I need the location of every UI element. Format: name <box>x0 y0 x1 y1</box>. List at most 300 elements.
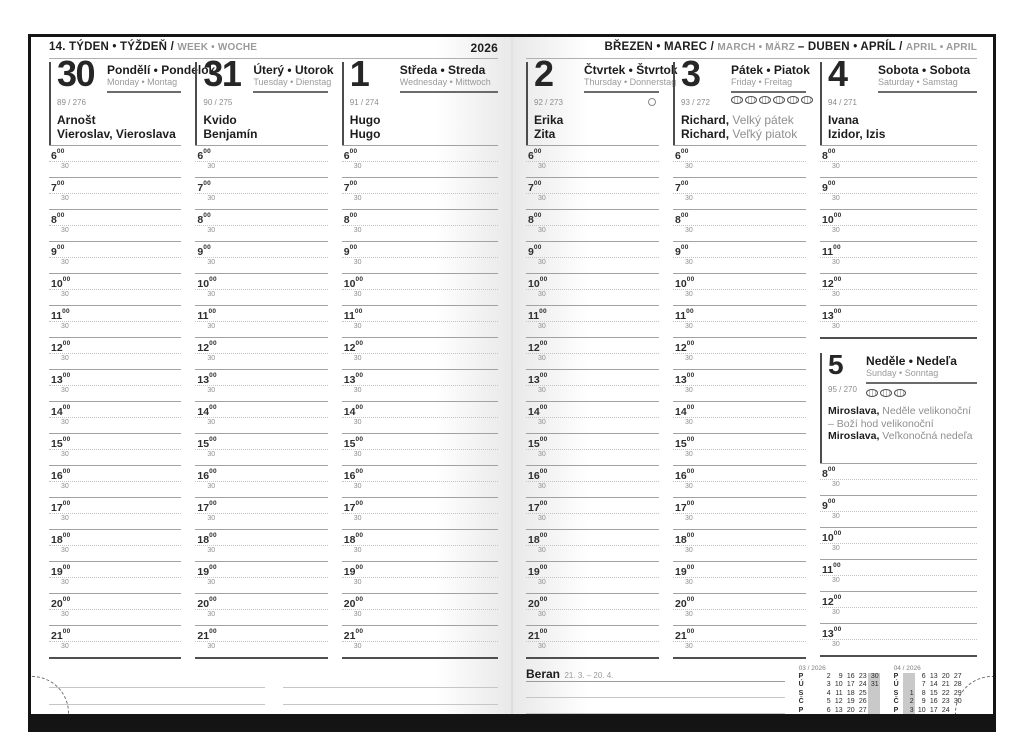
calendar-cell: 11 <box>835 689 843 697</box>
day-subtitle: Monday • Montag <box>107 77 178 87</box>
name-line <box>57 128 176 142</box>
moon-phase-icon <box>648 98 656 106</box>
day-labels <box>584 63 678 93</box>
half-hour-line <box>49 545 181 546</box>
left-page <box>31 37 512 714</box>
hour-row <box>195 145 327 177</box>
hour-row <box>49 593 181 625</box>
half-hour-line <box>195 481 327 482</box>
half-hour-label: 30 <box>207 227 216 234</box>
hour-row <box>195 305 327 337</box>
half-hour-label: 30 <box>685 323 693 330</box>
hour-label: $19^{00}$ <box>51 564 71 578</box>
half-hour-label: 30 <box>538 419 546 426</box>
hour-row <box>820 241 977 273</box>
calendar-title: 03 / 2026 <box>798 665 826 672</box>
half-hour-label: 30 <box>538 323 546 330</box>
day-header-30 <box>49 53 216 145</box>
note-line <box>283 688 499 705</box>
half-hour-label: 30 <box>61 195 69 202</box>
half-hour-label: 30 <box>538 195 546 202</box>
half-hour-label: 30 <box>61 515 69 522</box>
hour-label: $8^{00}$ <box>528 212 542 226</box>
day-column-1 <box>342 53 498 659</box>
day-ordinal: 92 / 273 <box>534 98 563 107</box>
half-hour-line <box>820 479 977 480</box>
half-hour-line <box>49 513 181 514</box>
calendar-cell: 20 <box>846 706 855 714</box>
hour-row <box>49 305 181 337</box>
time-grid <box>820 145 977 339</box>
day-ordinal: 95 / 270 <box>828 385 857 394</box>
hour-row <box>49 561 181 593</box>
day-column-30 <box>49 53 216 659</box>
right-page <box>512 37 993 731</box>
name-rest: Veľkonočná nedeľa <box>879 430 973 442</box>
half-hour-label: 30 <box>61 419 69 426</box>
hour-label: $14^{00}$ <box>343 404 364 418</box>
half-hour-line <box>195 417 327 418</box>
day-number: 3 <box>681 53 700 94</box>
calendar-cell: 28 <box>953 681 962 689</box>
half-hour-line <box>49 481 181 482</box>
half-hour-label: 30 <box>207 323 216 330</box>
hour-row <box>342 369 498 401</box>
holiday-country-badge-icon <box>880 389 892 397</box>
hour-label: $21^{00}$ <box>343 628 364 642</box>
hour-row <box>342 529 498 561</box>
half-hour-label: 30 <box>538 355 546 362</box>
hour-row <box>820 463 977 495</box>
calendar-cell: 29 <box>858 723 867 731</box>
name-line <box>534 128 563 142</box>
hour-label: $21^{00}$ <box>51 628 71 642</box>
half-hour-label: 30 <box>685 163 693 170</box>
day-labels <box>107 63 216 93</box>
calendar-cell: 27 <box>953 673 962 680</box>
half-hour-line <box>342 385 498 386</box>
diary-spread <box>28 34 996 732</box>
half-hour-line <box>342 353 498 354</box>
hour-row <box>49 209 181 241</box>
hour-label: $13^{00}$ <box>197 372 217 386</box>
calendar-day-letter: P <box>798 673 804 680</box>
calendar-grid <box>799 673 880 732</box>
hour-row <box>195 529 327 561</box>
half-hour-line <box>526 545 659 546</box>
half-hour-line <box>673 513 806 514</box>
half-hour-label: 30 <box>832 577 840 584</box>
hour-row <box>195 177 327 209</box>
week-header-sub: WEEK • WOCHE <box>177 42 258 53</box>
hour-row <box>526 369 659 401</box>
hour-label: $12^{00}$ <box>822 594 842 608</box>
half-hour-line <box>49 417 181 418</box>
half-hour-label: 30 <box>832 609 840 616</box>
half-hour-line <box>342 161 498 162</box>
hour-label: $13^{00}$ <box>675 372 695 386</box>
half-hour-line <box>673 385 806 386</box>
notes-group <box>283 671 499 732</box>
calendar-cell: 4 <box>826 689 831 697</box>
calendar-cell: 4 <box>903 715 915 723</box>
calendar-cell: 6 <box>921 673 926 680</box>
half-hour-label: 30 <box>353 323 362 330</box>
calendar-cell <box>808 698 820 706</box>
calendar-day-letter: Č <box>893 698 899 706</box>
calendar-cell: 3 <box>903 707 915 715</box>
left-notes-area <box>49 671 498 732</box>
half-hour-line <box>49 385 181 386</box>
calendar-cell: 18 <box>846 689 855 697</box>
half-hour-line <box>820 289 977 290</box>
hour-row <box>195 241 327 273</box>
calendar-cell: 20 <box>941 673 950 680</box>
half-hour-label: 30 <box>538 643 546 650</box>
hour-label: $14^{00}$ <box>675 404 695 418</box>
calendar-cell <box>903 681 915 689</box>
hour-label: $7^{00}$ <box>197 180 212 194</box>
half-hour-label: 30 <box>207 515 216 522</box>
hour-label: $8^{00}$ <box>343 212 358 226</box>
holiday-country-badge-icon <box>731 96 743 104</box>
day-column-2 <box>526 53 678 659</box>
half-hour-label: 30 <box>538 387 546 394</box>
right-day-columns <box>526 53 977 659</box>
half-hour-label: 30 <box>832 545 840 552</box>
half-hour-line <box>526 289 659 290</box>
half-hour-line <box>526 161 659 162</box>
note-line <box>526 714 785 730</box>
hour-label: $14^{00}$ <box>197 404 217 418</box>
half-hour-line <box>820 575 977 576</box>
hour-label: $20^{00}$ <box>51 596 71 610</box>
calendar-cell: 13 <box>834 706 843 714</box>
hour-row <box>820 559 977 591</box>
day-number: 2 <box>534 53 553 94</box>
week-header-main: 14. TÝDEN • TÝŽDEŇ / <box>49 41 174 53</box>
half-hour-label: 30 <box>207 579 216 586</box>
calendar-cell: 30 <box>953 698 962 706</box>
hour-label: $12^{00}$ <box>528 340 548 354</box>
calendar-cell: 7 <box>826 714 831 722</box>
hour-label: $11^{00}$ <box>528 308 547 322</box>
calendar-cell: 12 <box>834 698 843 706</box>
half-hour-label: 30 <box>61 323 69 330</box>
hour-label: $6^{00}$ <box>528 148 542 162</box>
hour-row <box>526 625 659 657</box>
hour-row <box>526 145 659 177</box>
calendar-cell: 16 <box>846 673 855 680</box>
hour-label: $18^{00}$ <box>675 532 695 546</box>
calendar-cell: 23 <box>858 673 867 680</box>
hour-label: $9^{00}$ <box>197 244 212 258</box>
half-hour-line <box>49 193 181 194</box>
half-hour-label: 30 <box>207 387 216 394</box>
half-hour-label: 30 <box>832 291 840 298</box>
hour-row <box>673 465 806 497</box>
half-hour-label: 30 <box>353 515 362 522</box>
half-hour-label: 30 <box>61 227 69 234</box>
calendar-cell: 21 <box>846 714 855 722</box>
calendar-day-letter: Č <box>798 698 804 706</box>
name-line <box>350 128 381 142</box>
hour-row <box>49 369 181 401</box>
half-hour-label: 30 <box>832 227 840 234</box>
day-name-list <box>828 114 885 141</box>
half-hour-label: 30 <box>353 579 362 586</box>
half-hour-label: 30 <box>207 419 216 426</box>
calendar-cell <box>868 715 880 723</box>
day-labels <box>400 63 498 93</box>
hour-label: $10^{00}$ <box>197 276 217 290</box>
half-hour-line <box>342 193 498 194</box>
hour-row <box>526 209 659 241</box>
half-hour-label: 30 <box>685 483 693 490</box>
name-line <box>203 128 257 142</box>
half-hour-label: 30 <box>61 611 69 618</box>
hour-label: $12^{00}$ <box>197 340 217 354</box>
hour-label: $13^{00}$ <box>822 308 842 322</box>
calendar-cell: 10 <box>834 681 843 689</box>
month-header-segment: MARCH • MÄRZ <box>717 42 798 53</box>
half-hour-line <box>49 609 181 610</box>
name-rest: – Boží hod velikonoční <box>828 417 934 430</box>
hour-label: $6^{00}$ <box>343 148 358 162</box>
hour-label: $16^{00}$ <box>51 468 71 482</box>
day-column-4 <box>820 53 977 659</box>
half-hour-label: 30 <box>353 611 362 618</box>
hour-label: $13^{00}$ <box>528 372 548 386</box>
hour-row <box>49 433 181 465</box>
mini-calendar-april <box>894 665 963 732</box>
half-hour-line <box>342 257 498 258</box>
half-hour-line <box>526 513 659 514</box>
calendar-cell <box>951 723 963 731</box>
half-hour-label: 30 <box>61 547 69 554</box>
calendar-cell: 5 <box>826 698 831 706</box>
half-hour-label: 30 <box>61 291 69 298</box>
day-column-3 <box>673 53 810 659</box>
note-line <box>49 722 265 732</box>
calendar-cell: 24 <box>858 681 867 689</box>
month-header-segment: APRIL • APRIL <box>905 42 977 53</box>
half-hour-line <box>526 353 659 354</box>
calendar-cell: 30 <box>868 673 880 681</box>
hour-label: $13^{00}$ <box>51 372 71 386</box>
hour-row <box>49 465 181 497</box>
hour-row <box>195 497 327 529</box>
hour-row <box>526 593 659 625</box>
half-hour-line <box>49 449 181 450</box>
hour-label: $11^{00}$ <box>822 562 841 576</box>
day-name-list <box>203 114 257 141</box>
half-hour-line <box>526 193 659 194</box>
half-hour-label: 30 <box>538 163 546 170</box>
hour-row <box>673 273 806 305</box>
hour-label: $16^{00}$ <box>343 468 364 482</box>
holiday-country-badge-icon <box>801 96 813 104</box>
half-hour-label: 30 <box>685 611 693 618</box>
half-hour-line <box>820 257 977 258</box>
half-hour-label: 30 <box>353 195 362 202</box>
half-hour-line <box>195 513 327 514</box>
hour-label: $17^{00}$ <box>51 500 71 514</box>
time-grid <box>342 145 498 659</box>
half-hour-label: 30 <box>685 227 693 234</box>
holiday-country-badge-icon <box>773 96 785 104</box>
half-hour-label: 30 <box>207 611 216 618</box>
half-hour-label: 30 <box>353 291 362 298</box>
half-hour-line <box>195 545 327 546</box>
half-hour-label: 30 <box>685 451 693 458</box>
half-hour-line <box>673 577 806 578</box>
hour-row <box>673 177 806 209</box>
half-hour-label: 30 <box>538 611 546 618</box>
hour-row <box>673 369 806 401</box>
hour-label: $7^{00}$ <box>343 180 358 194</box>
calendar-cell <box>808 673 820 681</box>
half-hour-line <box>673 609 806 610</box>
hour-row <box>526 241 659 273</box>
day-number: 5 <box>828 349 843 380</box>
half-hour-line <box>195 321 327 322</box>
holiday-country-badge-icon <box>866 389 878 397</box>
day-number: 31 <box>203 53 241 94</box>
hour-row <box>342 209 498 241</box>
half-hour-line <box>195 161 327 162</box>
hour-row <box>195 209 327 241</box>
holiday-country-badge-icon <box>759 96 771 104</box>
half-hour-label: 30 <box>538 547 546 554</box>
half-hour-line <box>195 609 327 610</box>
half-hour-label: 30 <box>832 323 840 330</box>
calendar-cell: 8 <box>826 723 831 731</box>
hour-row <box>673 561 806 593</box>
calendar-cell: 23 <box>941 698 950 706</box>
half-hour-line <box>195 641 327 642</box>
half-hour-line <box>342 289 498 290</box>
calendar-cell: 13 <box>929 673 938 680</box>
half-hour-line <box>820 607 977 608</box>
hour-row <box>342 337 498 369</box>
name-bold: Ivana <box>828 113 859 127</box>
hour-label: $9^{00}$ <box>822 180 836 194</box>
day-header-1 <box>342 53 498 145</box>
day-header-31 <box>195 53 334 145</box>
half-hour-line <box>49 321 181 322</box>
time-grid <box>195 145 327 659</box>
hour-label: $12^{00}$ <box>51 340 71 354</box>
half-hour-line <box>820 639 977 640</box>
holiday-country-badge-icon <box>894 389 906 397</box>
hour-row <box>526 177 659 209</box>
day-subtitle: Thursday • Donnerstag <box>584 77 677 87</box>
half-hour-label: 30 <box>832 163 840 170</box>
calendar-cell <box>808 690 820 698</box>
hour-label: $11^{00}$ <box>51 308 70 322</box>
half-hour-line <box>673 545 806 546</box>
day-title: Úterý • Utorok <box>253 63 334 77</box>
mini-calendars <box>799 665 977 732</box>
half-hour-line <box>49 161 181 162</box>
hour-label: $13^{00}$ <box>343 372 364 386</box>
hour-row <box>49 497 181 529</box>
calendar-cell <box>868 690 880 698</box>
hour-label: $12^{00}$ <box>675 340 695 354</box>
half-hour-line <box>820 511 977 512</box>
name-line <box>203 114 257 128</box>
hour-row <box>673 305 806 337</box>
hour-row <box>342 561 498 593</box>
half-hour-label: 30 <box>207 547 216 554</box>
hour-row <box>195 401 327 433</box>
half-hour-line <box>49 225 181 226</box>
calendar-cell: 5 <box>903 723 915 731</box>
half-hour-label: 30 <box>207 355 216 362</box>
half-hour-label: 30 <box>207 163 216 170</box>
half-hour-label: 30 <box>207 195 216 202</box>
half-hour-line <box>526 609 659 610</box>
half-hour-line <box>526 481 659 482</box>
note-line <box>526 698 785 714</box>
hour-row <box>195 625 327 657</box>
note-line <box>283 705 499 722</box>
half-hour-label: 30 <box>538 291 546 298</box>
time-grid <box>673 145 806 659</box>
hour-row <box>49 145 181 177</box>
day-column-31 <box>195 53 334 659</box>
month-header <box>526 41 977 59</box>
hour-row <box>820 623 977 655</box>
hour-label: $11^{00}$ <box>675 308 694 322</box>
hour-label: $18^{00}$ <box>343 532 364 546</box>
calendar-cell: 25 <box>941 714 950 722</box>
hour-row <box>342 497 498 529</box>
half-hour-line <box>673 161 806 162</box>
half-hour-line <box>342 225 498 226</box>
hour-row <box>673 241 806 273</box>
calendar-cell <box>868 707 880 715</box>
hour-label: $9^{00}$ <box>51 244 65 258</box>
note-line <box>49 688 265 705</box>
name-bold: Vieroslav, Vieroslava <box>57 126 176 141</box>
half-hour-line <box>673 353 806 354</box>
note-line <box>49 705 265 722</box>
half-hour-label: 30 <box>207 643 216 650</box>
hour-label: $17^{00}$ <box>675 500 695 514</box>
half-hour-line <box>49 257 181 258</box>
day-subtitle: Wednesday • Mittwoch <box>399 77 491 87</box>
hour-label: $19^{00}$ <box>343 564 364 578</box>
hour-row <box>49 273 181 305</box>
calendar-cell <box>868 698 880 706</box>
hour-row <box>526 529 659 561</box>
calendar-cell: 2 <box>826 673 831 680</box>
half-hour-label: 30 <box>353 643 362 650</box>
hour-label: $8^{00}$ <box>822 466 836 480</box>
half-hour-label: 30 <box>61 259 69 266</box>
half-hour-line <box>820 161 977 162</box>
hour-label: $8^{00}$ <box>197 212 212 226</box>
calendar-cell: 15 <box>834 723 843 731</box>
half-hour-label: 30 <box>353 355 362 362</box>
half-hour-line <box>526 385 659 386</box>
day-title: Středa • Streda <box>399 63 486 77</box>
half-hour-label: 30 <box>353 451 362 458</box>
hour-row <box>673 433 806 465</box>
half-hour-line <box>673 193 806 194</box>
